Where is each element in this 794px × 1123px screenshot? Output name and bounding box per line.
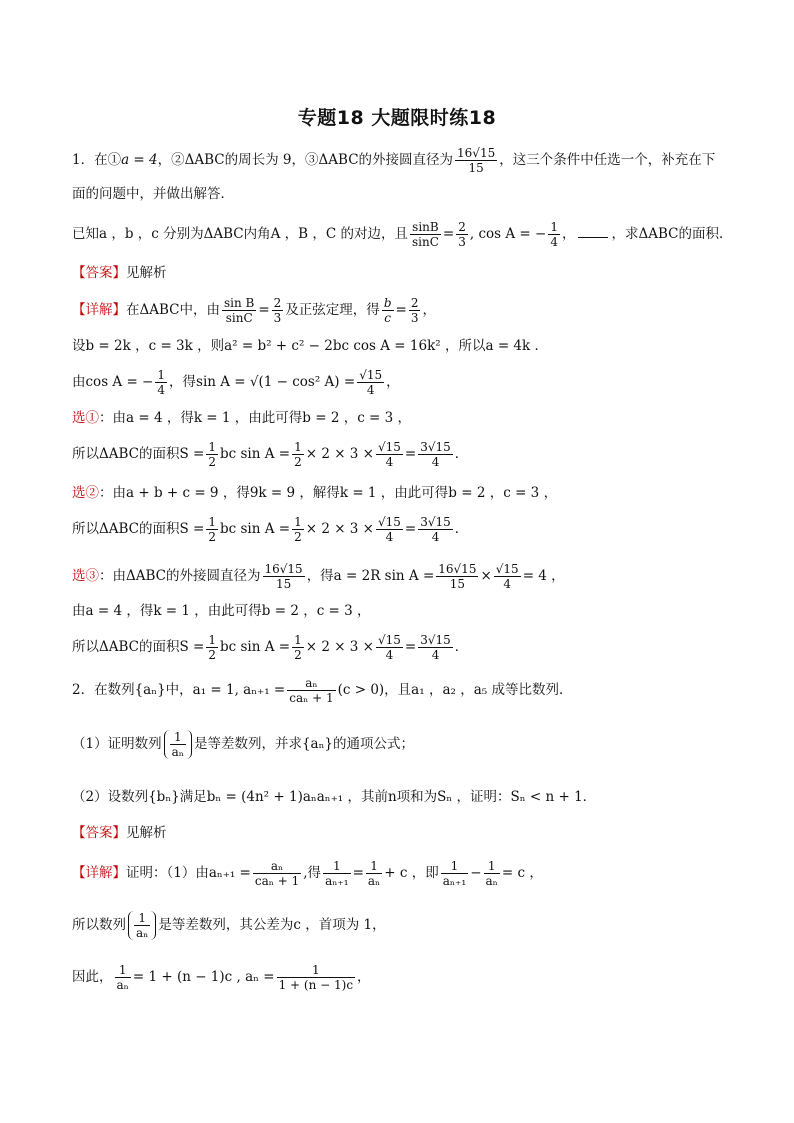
frac-num: 1 bbox=[208, 440, 216, 454]
detail-label: 【详解】 bbox=[72, 865, 126, 881]
frac-num: 1 bbox=[294, 633, 302, 647]
q1-l3a: 已知a ，b ，c 分别为ΔABC内角A ，B ，C 的对边，且 bbox=[72, 226, 408, 242]
frac-result bbox=[418, 515, 453, 544]
frac-den: 4 bbox=[431, 455, 440, 469]
q1-frac-diameter bbox=[455, 146, 497, 175]
s1-f2: ：由a + b + c = 9 ，得9k = 9 ，解得k = 1 ，由此可得b = 2 ，c = 3 ， bbox=[99, 485, 558, 501]
frac-num: 1 bbox=[208, 633, 216, 647]
frac-den: 2 bbox=[294, 648, 302, 662]
eq-sign: = bbox=[404, 639, 417, 655]
solution1-line-6 bbox=[72, 482, 557, 504]
frac-diameter bbox=[436, 562, 478, 591]
solution1-area-2 bbox=[72, 515, 468, 544]
frac-diameter bbox=[263, 562, 305, 591]
solution1-line-1 bbox=[72, 296, 436, 325]
q1-l1d: ，这三个条件中任选一个，补充在下 bbox=[499, 152, 716, 168]
answer-text: 见解析 bbox=[126, 825, 167, 841]
s1-frac-quarter bbox=[155, 368, 167, 397]
frac-half bbox=[206, 440, 218, 469]
eq-sign: = bbox=[258, 302, 270, 318]
q2-p1a: （1）证明数列 bbox=[72, 736, 162, 752]
s2-a1: 证明：（1）由aₙ₊₁ = bbox=[126, 865, 251, 881]
frac-num: 3√15 bbox=[420, 633, 451, 647]
s2-b1: 所以数列 bbox=[72, 917, 126, 933]
solution1-line-9: 由a = 4 ，得k = 1 ，由此可得b = 2 ，c = 3 ， bbox=[72, 603, 371, 619]
eq-sign: = bbox=[404, 446, 417, 462]
eq-sign: = bbox=[395, 302, 407, 318]
frac-num: sinB bbox=[410, 220, 441, 235]
frac-sqrt15 bbox=[376, 440, 403, 469]
s2-a4: + c ，即 bbox=[384, 865, 439, 881]
frac-den: 3 bbox=[273, 311, 282, 325]
frac-general-term bbox=[277, 963, 355, 992]
frac-sqrt15 bbox=[376, 515, 403, 544]
q1-frac-sin bbox=[410, 220, 441, 249]
frac-reciprocal bbox=[134, 911, 150, 940]
frac-recip bbox=[484, 859, 500, 888]
s2-c2: = 1 + (n − 1)c , aₙ = bbox=[132, 969, 275, 985]
frac-den: caₙ + 1 bbox=[254, 874, 300, 888]
frac-num: √15 bbox=[378, 440, 401, 454]
s1-frac-1 bbox=[222, 296, 256, 325]
frac-den: 4 bbox=[366, 383, 375, 397]
frac-den: 2 bbox=[294, 530, 302, 544]
frac-den: 4 bbox=[503, 577, 512, 591]
frac-den: aₙ bbox=[136, 926, 149, 940]
s2-b2: 是等差数列，其公差为c ，首项为 1， bbox=[158, 917, 386, 933]
q1-line-2: 面的问题中，并做出解答． bbox=[72, 186, 234, 202]
frac-den: 4 bbox=[385, 530, 394, 544]
frac-num: 1 bbox=[170, 730, 186, 745]
s1-d2: ：由a = 4 ，得k = 1 ，由此可得b = 2 ，c = 3 ， bbox=[99, 410, 412, 426]
s2-a6: = c ， bbox=[501, 865, 543, 881]
frac-recip-next bbox=[441, 859, 469, 888]
answer-label: 【答案】 bbox=[72, 825, 126, 841]
s1-c2: ，得sin A = √(1 − cos² A) = bbox=[169, 374, 356, 390]
s1-h2: ：由ΔABC的外接圆直径为 bbox=[99, 568, 261, 584]
brace-set bbox=[164, 730, 192, 759]
frac-num: 2 bbox=[410, 296, 419, 310]
s1-h3: ，得a = 2R sin A = bbox=[306, 568, 435, 584]
frac-recip-next bbox=[323, 859, 351, 888]
frac-num: 16√15 bbox=[457, 146, 496, 160]
frac-den: aₙ bbox=[171, 745, 184, 759]
frac-den: 3 bbox=[410, 311, 419, 325]
q1-l3d: ，求ΔABC的面积． bbox=[611, 226, 733, 242]
frac-num: 2 bbox=[273, 296, 282, 310]
frac-num: √15 bbox=[378, 633, 401, 647]
q1-l1a: 1．在① bbox=[72, 152, 122, 168]
s1-e3: × 2 × 3 × bbox=[305, 521, 374, 537]
frac-half bbox=[292, 633, 304, 662]
frac-den: aₙ₊₁ bbox=[325, 874, 349, 888]
frac-num: aₙ bbox=[253, 859, 301, 874]
frac-den: 4 bbox=[431, 530, 440, 544]
answer-label: 【答案】 bbox=[72, 265, 126, 281]
s1-e1: 所以ΔABC的面积S = bbox=[72, 446, 205, 462]
frac-den: 4 bbox=[157, 383, 166, 397]
s2-c1: 因此， bbox=[72, 969, 113, 985]
frac-num: 16√15 bbox=[264, 562, 303, 576]
frac-num: √15 bbox=[378, 515, 401, 529]
solution2-line-3 bbox=[72, 963, 371, 992]
s1-a1: 在ΔABC中，由 bbox=[126, 302, 220, 318]
frac-recip bbox=[366, 859, 382, 888]
solution1-line-4 bbox=[72, 407, 411, 429]
answer-line-2 bbox=[72, 822, 167, 844]
s1-e2: bc sin A = bbox=[220, 446, 291, 462]
frac-recip bbox=[115, 963, 131, 992]
q1-l1b: a = 4 bbox=[121, 152, 158, 168]
frac-num: 3√15 bbox=[420, 515, 451, 529]
times-sign: × bbox=[480, 568, 492, 584]
eq-sign: = bbox=[404, 521, 417, 537]
frac-result bbox=[418, 440, 453, 469]
solution1-line-3 bbox=[72, 368, 400, 397]
q2-p1b: 是等差数列，并求{aₙ}的通项公式； bbox=[193, 736, 415, 752]
frac-num: 1 bbox=[294, 515, 302, 529]
s1-e1: 所以ΔABC的面积S = bbox=[72, 521, 205, 537]
s1-a3: ， bbox=[422, 302, 436, 318]
s1-e1: 所以ΔABC的面积S = bbox=[72, 639, 205, 655]
frac-num: 1 bbox=[323, 859, 351, 874]
q1-frac-two-thirds bbox=[456, 220, 468, 249]
frac-den: 2 bbox=[208, 648, 216, 662]
frac-num: √15 bbox=[359, 368, 383, 382]
s1-c1: 由cos A = − bbox=[72, 374, 154, 390]
frac-den: aₙ bbox=[485, 874, 498, 888]
choice-1-label: 选① bbox=[72, 410, 99, 426]
frac-num: √15 bbox=[495, 562, 519, 576]
frac-num: 2 bbox=[458, 220, 466, 234]
s1-h5: = 4 ， bbox=[522, 568, 565, 584]
frac-den: 4 bbox=[385, 648, 394, 662]
frac-num: 16√15 bbox=[438, 562, 477, 576]
frac-recurrence bbox=[253, 859, 301, 888]
frac-result bbox=[418, 633, 453, 662]
answer-blank bbox=[578, 223, 608, 238]
solution2-line-2 bbox=[72, 911, 386, 940]
solution1-line-2: 设b = 2k ，c = 3k ，则a² = b² + c² − 2bc cos A = 16k² ，所以a = 4k ． bbox=[72, 338, 548, 354]
frac-num: 1 bbox=[484, 859, 500, 874]
q2-part-1 bbox=[72, 730, 414, 759]
answer-line-1 bbox=[72, 262, 167, 284]
solution2-line-1 bbox=[72, 859, 543, 888]
choice-3-label: 选③ bbox=[72, 568, 99, 584]
q2-part-2: （2）设数列{bₙ}满足bₙ = (4n² + 1)aₙaₙ₊₁ ，其前n项和为Sₙ ，证明：Sₙ < n + 1． bbox=[72, 789, 597, 805]
frac-num: 1 bbox=[134, 911, 150, 926]
frac-den: 2 bbox=[208, 530, 216, 544]
choice-2-label: 选② bbox=[72, 485, 99, 501]
s1-e2: bc sin A = bbox=[220, 521, 291, 537]
frac-num: 1 bbox=[157, 368, 166, 382]
frac-den: sinC bbox=[225, 311, 253, 325]
minus-sign: − bbox=[470, 865, 482, 881]
frac-den: 4 bbox=[385, 455, 394, 469]
q2-l1a: 2．在数列{aₙ}中，a₁ = 1, aₙ₊₁ = bbox=[72, 682, 286, 698]
frac-num: 1 bbox=[115, 963, 131, 978]
solution1-area-3 bbox=[72, 633, 468, 662]
q1-line-1 bbox=[72, 146, 715, 175]
solution1-area-1 bbox=[72, 440, 468, 469]
frac-num: 1 bbox=[277, 963, 355, 978]
s1-e5: ． bbox=[454, 446, 469, 462]
q2-line-1 bbox=[72, 676, 572, 705]
frac-num: 1 bbox=[550, 220, 558, 234]
frac-den: 1 + (n − 1)c bbox=[278, 978, 354, 992]
s1-frac-2 bbox=[272, 296, 284, 325]
page-title: 专题18 大题限时练18 bbox=[297, 107, 497, 129]
s2-a2: ,得 bbox=[303, 865, 322, 881]
s1-e3: × 2 × 3 × bbox=[305, 446, 374, 462]
solution1-line-8 bbox=[72, 562, 565, 591]
s1-e5: ． bbox=[454, 521, 469, 537]
frac-den: 2 bbox=[294, 455, 302, 469]
eq-sign: = bbox=[442, 226, 455, 242]
q2-l1b: (c > 0)，且a₁ ，a₂ ，a₅ 成等比数列． bbox=[337, 682, 573, 698]
frac-den: 15 bbox=[468, 161, 484, 175]
frac-half bbox=[292, 440, 304, 469]
frac-reciprocal bbox=[170, 730, 186, 759]
s1-c3: ， bbox=[386, 374, 400, 390]
frac-den: sinC bbox=[412, 235, 439, 249]
frac-num: 1 bbox=[208, 515, 216, 529]
frac-den: 3 bbox=[458, 235, 466, 249]
frac-num: 1 bbox=[441, 859, 469, 874]
frac-sqrt15 bbox=[494, 562, 521, 591]
eq-sign: = bbox=[352, 865, 364, 881]
q1-frac-quarter bbox=[548, 220, 560, 249]
q1-line-3 bbox=[72, 220, 732, 249]
frac-num: 1 bbox=[294, 440, 302, 454]
frac-half bbox=[206, 633, 218, 662]
frac-sqrt15 bbox=[376, 633, 403, 662]
frac-den: aₙ₊₁ bbox=[442, 874, 467, 888]
s1-frac-4 bbox=[409, 296, 421, 325]
brace-set bbox=[128, 911, 156, 940]
frac-den: aₙ bbox=[367, 874, 381, 888]
frac-num: b bbox=[383, 296, 392, 310]
s1-e5: ． bbox=[454, 639, 469, 655]
frac-den: 15 bbox=[449, 577, 465, 591]
q2-frac-recurrence bbox=[287, 676, 335, 705]
frac-den: caₙ + 1 bbox=[289, 691, 334, 705]
q1-l3c: ， bbox=[561, 226, 576, 242]
frac-num: 3√15 bbox=[420, 440, 451, 454]
s1-a2: 及正弦定理，得 bbox=[285, 302, 380, 318]
s1-frac-sqrt15 bbox=[357, 368, 384, 397]
frac-den: 4 bbox=[550, 235, 558, 249]
frac-den: 2 bbox=[208, 455, 216, 469]
q1-l1c: ，②ΔABC的周长为 9，③ΔABC的外接圆直径为 bbox=[157, 152, 454, 168]
s2-c3: ， bbox=[357, 969, 371, 985]
q1-l3b: , cos A = − bbox=[469, 226, 547, 242]
s1-e3: × 2 × 3 × bbox=[305, 639, 374, 655]
frac-half bbox=[292, 515, 304, 544]
frac-den: 4 bbox=[431, 648, 440, 662]
detail-label: 【详解】 bbox=[72, 302, 126, 318]
frac-num: aₙ bbox=[287, 676, 335, 691]
frac-den: c bbox=[384, 311, 392, 325]
frac-half bbox=[206, 515, 218, 544]
s1-frac-3 bbox=[382, 296, 394, 325]
frac-den: 15 bbox=[275, 577, 292, 591]
frac-num: sin B bbox=[224, 296, 255, 310]
frac-num: 1 bbox=[366, 859, 382, 874]
answer-text: 见解析 bbox=[126, 265, 167, 281]
s1-e2: bc sin A = bbox=[220, 639, 291, 655]
frac-den: aₙ bbox=[116, 978, 129, 992]
